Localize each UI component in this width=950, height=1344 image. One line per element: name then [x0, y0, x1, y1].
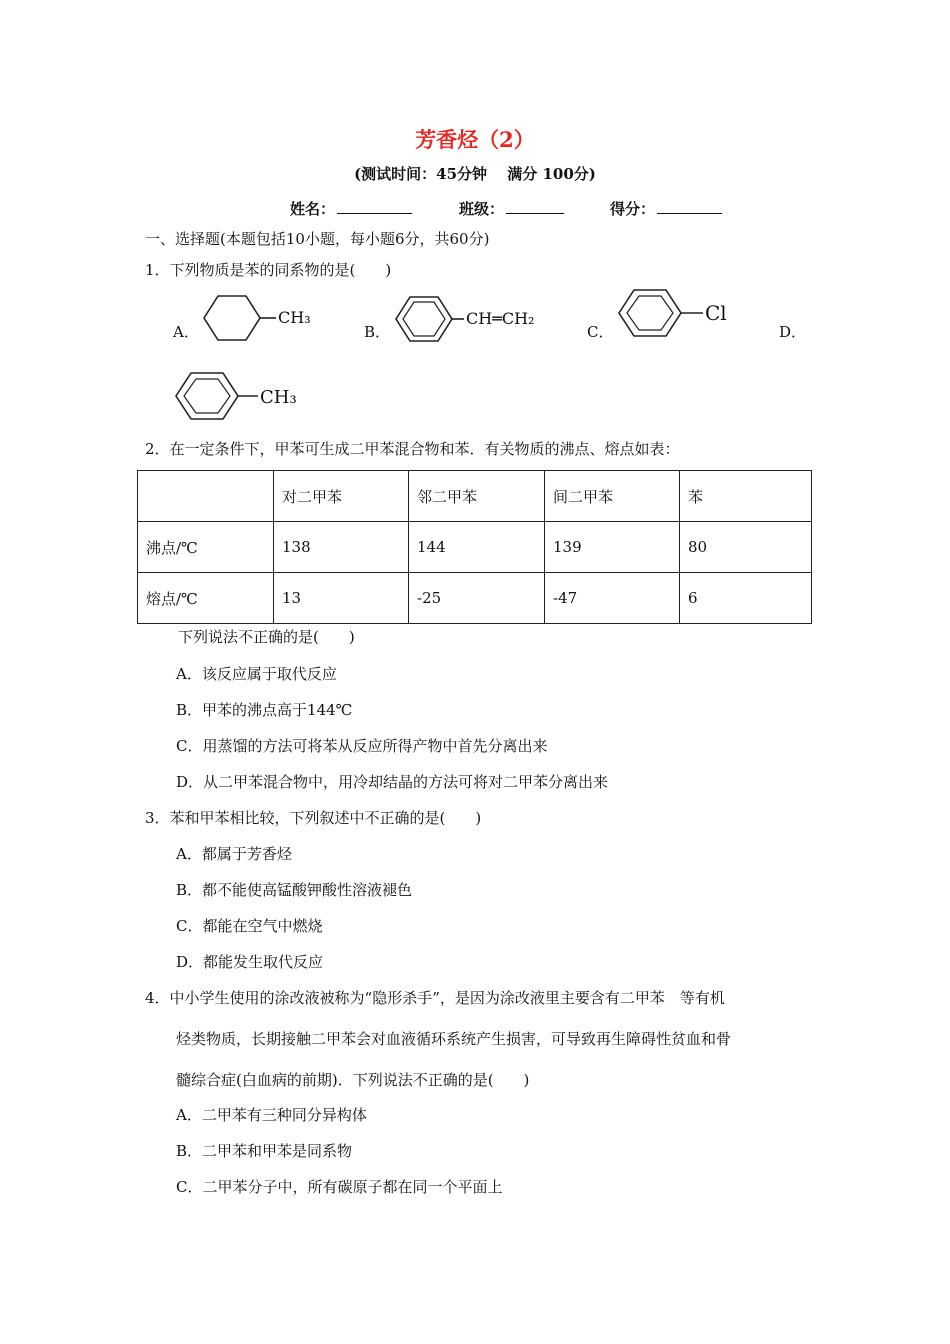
table-row — [138, 573, 812, 624]
q1-formula-d: CH₃ — [260, 387, 297, 408]
exam-subtitle: (测试时间：45分钟 满分 100分) — [354, 165, 596, 183]
table-cell: 139 — [545, 522, 680, 573]
q1-option-b-label: B． — [364, 323, 391, 341]
q4-stem-line-3: 髓综合症(白血病的前期)．下列说法不正确的是( ) — [176, 1071, 530, 1089]
toluene-structure — [172, 370, 312, 424]
name-label: 姓名： — [290, 200, 336, 218]
score-label: 得分： — [610, 200, 656, 218]
table-header-cell: 间二甲苯 — [545, 471, 680, 522]
table-cell: -25 — [409, 573, 545, 624]
name-blank[interactable] — [337, 199, 412, 214]
table-header-cell: 苯 — [680, 471, 812, 522]
table-cell: 144 — [409, 522, 545, 573]
table-cell: 80 — [680, 522, 812, 573]
q4-option-c[interactable]: C．二甲苯分子中，所有碳原子都在同一个平面上 — [176, 1178, 503, 1196]
table-header-cell: 邻二甲苯 — [409, 471, 545, 522]
methylcyclohexane-structure — [200, 293, 318, 345]
q1-formula-c: Cl — [705, 301, 727, 325]
score-blank[interactable] — [657, 199, 722, 214]
score-field[interactable] — [610, 198, 722, 219]
name-field[interactable] — [290, 198, 412, 219]
table-header-row — [138, 471, 812, 522]
section-heading: 一、选择题(本题包括10小题，每小题6分，共60分) — [145, 230, 490, 248]
q4-option-a[interactable]: A．二甲苯有三种同分异构体 — [176, 1106, 367, 1124]
q3-option-b[interactable]: B．都不能使高锰酸钾酸性溶液褪色 — [176, 881, 413, 899]
q1-formula-b: CH═CH₂ — [466, 309, 535, 328]
class-field[interactable] — [459, 198, 564, 219]
properties-table — [137, 470, 812, 624]
q1-option-a-label: A． — [173, 323, 199, 341]
q3-option-d[interactable]: D．都能发生取代反应 — [176, 953, 324, 971]
class-label: 班级： — [459, 200, 505, 218]
q1-option-c-label: C． — [587, 323, 614, 341]
table-header-cell: 对二甲苯 — [274, 471, 409, 522]
q1-formula-a: CH₃ — [278, 308, 311, 327]
chlorobenzene-structure — [615, 287, 735, 341]
q2-stem: 2．在一定条件下，甲苯可生成二甲苯混合物和苯．有关物质的沸点、熔点如表： — [145, 440, 680, 458]
table-cell: -47 — [545, 573, 680, 624]
q2-option-d[interactable]: D．从二甲苯混合物中，用冷却结晶的方法可将对二甲苯分离出来 — [176, 773, 609, 791]
table-cell: 沸点/℃ — [138, 522, 274, 573]
page-title: 芳香烃（2） — [415, 127, 535, 152]
table-row — [138, 522, 812, 573]
q3-option-a[interactable]: A．都属于芳香烃 — [176, 845, 292, 863]
table-cell: 熔点/℃ — [138, 573, 274, 624]
table-cell: 138 — [274, 522, 409, 573]
q2-prompt: 下列说法不正确的是( ) — [178, 628, 355, 646]
q2-option-c[interactable]: C．用蒸馏的方法可将苯从反应所得产物中首先分离出来 — [176, 737, 548, 755]
q4-option-b[interactable]: B．二甲苯和甲苯是同系物 — [176, 1142, 353, 1160]
styrene-structure — [392, 294, 552, 346]
q2-option-a[interactable]: A．该反应属于取代反应 — [176, 665, 337, 683]
q2-option-b[interactable]: B．甲苯的沸点高于144℃ — [176, 701, 353, 719]
q3-stem: 3．苯和甲苯相比较，下列叙述中不正确的是( ) — [145, 809, 482, 827]
table-cell: 6 — [680, 573, 812, 624]
class-blank[interactable] — [506, 199, 564, 214]
table-cell: 13 — [274, 573, 409, 624]
q3-option-c[interactable]: C．都能在空气中燃烧 — [176, 917, 323, 935]
q4-stem-line-1: 4．中小学生使用的涂改液被称为“隐形杀手”，是因为涂改液里主要含有二甲苯 等有机 — [145, 989, 725, 1007]
table-header-cell — [138, 471, 274, 522]
q4-stem-line-2: 烃类物质，长期接触二甲苯会对血液循环系统产生损害，可导致再生障碍性贫血和骨 — [176, 1030, 732, 1048]
q1-option-d-label: D． — [779, 323, 807, 341]
q1-stem: 1．下列物质是苯的同系物的是( ) — [145, 261, 392, 279]
